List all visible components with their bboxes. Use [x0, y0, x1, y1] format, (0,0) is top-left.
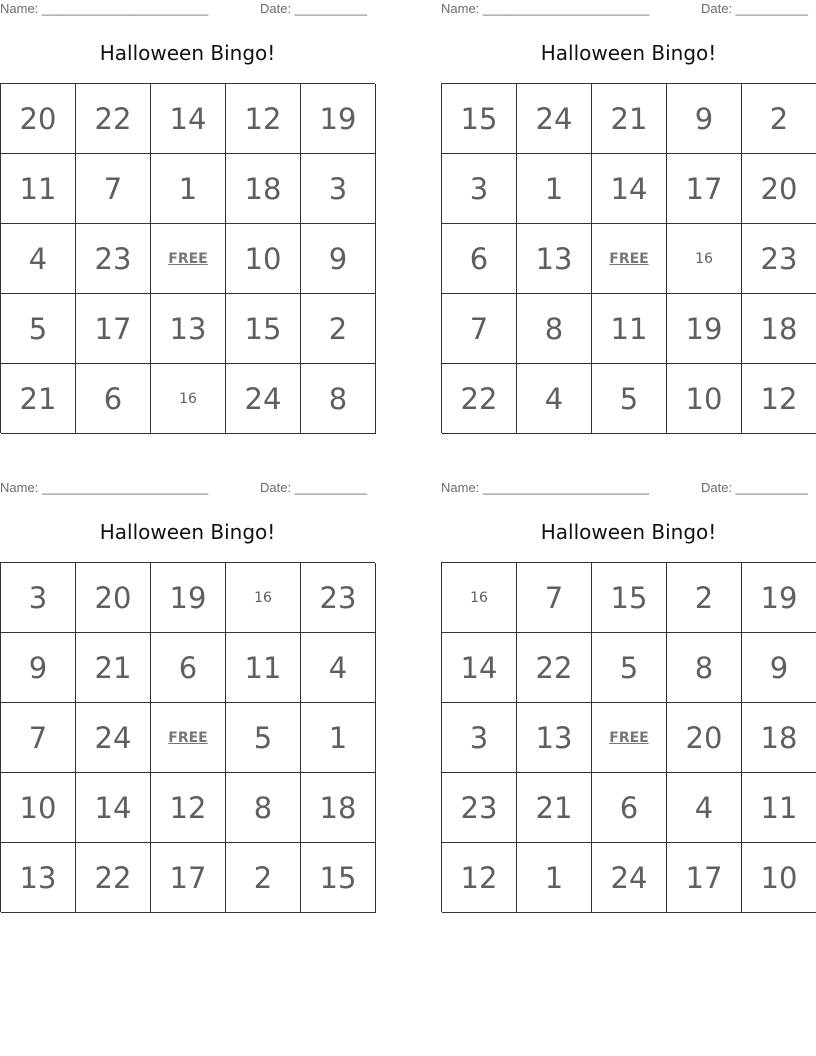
bingo-cell: 5: [1, 294, 76, 364]
bingo-cell: 13: [517, 224, 592, 294]
bingo-cell: 20: [76, 563, 151, 633]
bingo-cell: 22: [517, 633, 592, 703]
free-space-cell: FREE: [592, 703, 667, 773]
bingo-cell: 22: [76, 84, 151, 154]
bingo-cell: 17: [151, 843, 226, 913]
bingo-cell: 18: [742, 703, 816, 773]
bingo-cell: 22: [76, 843, 151, 913]
bingo-cell: 17: [667, 843, 742, 913]
bingo-cell: 17: [667, 154, 742, 224]
name-field: Name: _______________________: [0, 480, 209, 495]
bingo-cell: 13: [1, 843, 76, 913]
bingo-cell: 4: [667, 773, 742, 843]
bingo-cell: 21: [517, 773, 592, 843]
bingo-cell: 9: [667, 84, 742, 154]
date-field: Date: __________: [701, 480, 808, 495]
free-space-cell: FREE: [151, 703, 226, 773]
bingo-cell: 9: [301, 224, 376, 294]
bingo-cell: 7: [76, 154, 151, 224]
bingo-cell: 5: [226, 703, 301, 773]
bingo-cell: 24: [517, 84, 592, 154]
bingo-cell: 16: [442, 563, 517, 633]
bingo-cell: 11: [1, 154, 76, 224]
bingo-cell: 3: [1, 563, 76, 633]
bingo-cell: 11: [226, 633, 301, 703]
card-title: Halloween Bingo!: [99, 520, 276, 544]
bingo-card: [0, 0, 375, 440]
bingo-cell: 23: [442, 773, 517, 843]
bingo-cell: 16: [226, 563, 301, 633]
bingo-cell: 16: [151, 364, 226, 434]
bingo-card: [0, 479, 375, 919]
card-title: Halloween Bingo!: [99, 41, 276, 65]
bingo-cell: 14: [151, 84, 226, 154]
bingo-cell: 4: [301, 633, 376, 703]
bingo-cell: 15: [226, 294, 301, 364]
bingo-cell: 11: [592, 294, 667, 364]
bingo-cell: 8: [517, 294, 592, 364]
bingo-cell: 10: [1, 773, 76, 843]
bingo-cell: 20: [742, 154, 816, 224]
bingo-cell: 14: [442, 633, 517, 703]
bingo-cell: 21: [76, 633, 151, 703]
bingo-grid: [0, 83, 375, 433]
bingo-cell: 3: [442, 703, 517, 773]
bingo-cell: 20: [667, 703, 742, 773]
bingo-cell: 11: [742, 773, 816, 843]
bingo-cell: 10: [226, 224, 301, 294]
bingo-cell: 12: [742, 364, 816, 434]
bingo-cell: 16: [667, 224, 742, 294]
bingo-cell: 1: [517, 843, 592, 913]
bingo-cell: 20: [1, 84, 76, 154]
bingo-cell: 6: [151, 633, 226, 703]
bingo-cell: 2: [226, 843, 301, 913]
bingo-cell: 23: [301, 563, 376, 633]
bingo-cell: 15: [592, 563, 667, 633]
bingo-cell: 9: [742, 633, 816, 703]
bingo-cell: 24: [76, 703, 151, 773]
card-title: Halloween Bingo!: [540, 41, 717, 65]
date-field: Date: __________: [701, 1, 808, 16]
bingo-cell: 2: [667, 563, 742, 633]
bingo-grid: [441, 562, 816, 912]
bingo-cell: 17: [76, 294, 151, 364]
bingo-card: [441, 479, 816, 919]
bingo-cell: 10: [742, 843, 816, 913]
card-header: [0, 480, 375, 498]
bingo-cell: 2: [742, 84, 816, 154]
bingo-cell: 9: [1, 633, 76, 703]
bingo-cell: 18: [742, 294, 816, 364]
bingo-cell: 8: [667, 633, 742, 703]
bingo-cell: 23: [76, 224, 151, 294]
bingo-cell: 13: [517, 703, 592, 773]
card-header: [441, 1, 816, 19]
free-space-cell: FREE: [592, 224, 667, 294]
name-field: Name: _______________________: [0, 1, 209, 16]
bingo-cell: 24: [226, 364, 301, 434]
bingo-cell: 19: [301, 84, 376, 154]
bingo-cell: 4: [517, 364, 592, 434]
bingo-cell: 22: [442, 364, 517, 434]
card-header: [0, 1, 375, 19]
bingo-cell: 10: [667, 364, 742, 434]
bingo-cell: 3: [442, 154, 517, 224]
bingo-cell: 12: [226, 84, 301, 154]
bingo-cell: 15: [442, 84, 517, 154]
bingo-grid: [0, 562, 375, 912]
bingo-cell: 19: [667, 294, 742, 364]
bingo-cell: 6: [442, 224, 517, 294]
bingo-cell: 6: [76, 364, 151, 434]
card-title: Halloween Bingo!: [540, 520, 717, 544]
bingo-cell: 7: [442, 294, 517, 364]
bingo-cell: 21: [592, 84, 667, 154]
bingo-cell: 1: [517, 154, 592, 224]
free-space-cell: FREE: [151, 224, 226, 294]
bingo-cell: 23: [742, 224, 816, 294]
bingo-cell: 14: [76, 773, 151, 843]
bingo-cell: 3: [301, 154, 376, 224]
bingo-cell: 12: [442, 843, 517, 913]
bingo-cell: 18: [301, 773, 376, 843]
bingo-cell: 4: [1, 224, 76, 294]
name-field: Name: _______________________: [441, 480, 650, 495]
bingo-grid: [441, 83, 816, 433]
card-header: [441, 480, 816, 498]
bingo-cell: 8: [301, 364, 376, 434]
bingo-cell: 1: [301, 703, 376, 773]
bingo-cell: 6: [592, 773, 667, 843]
bingo-cell: 21: [1, 364, 76, 434]
date-field: Date: __________: [260, 1, 367, 16]
bingo-cell: 1: [151, 154, 226, 224]
bingo-cell: 19: [742, 563, 816, 633]
date-field: Date: __________: [260, 480, 367, 495]
bingo-cell: 5: [592, 633, 667, 703]
bingo-cell: 24: [592, 843, 667, 913]
bingo-cell: 7: [1, 703, 76, 773]
bingo-cell: 7: [517, 563, 592, 633]
bingo-cell: 8: [226, 773, 301, 843]
bingo-cell: 14: [592, 154, 667, 224]
bingo-cell: 13: [151, 294, 226, 364]
bingo-cell: 5: [592, 364, 667, 434]
name-field: Name: _______________________: [441, 1, 650, 16]
bingo-cell: 19: [151, 563, 226, 633]
bingo-cell: 2: [301, 294, 376, 364]
bingo-card: [441, 0, 816, 440]
bingo-cell: 15: [301, 843, 376, 913]
bingo-cell: 18: [226, 154, 301, 224]
bingo-cell: 12: [151, 773, 226, 843]
